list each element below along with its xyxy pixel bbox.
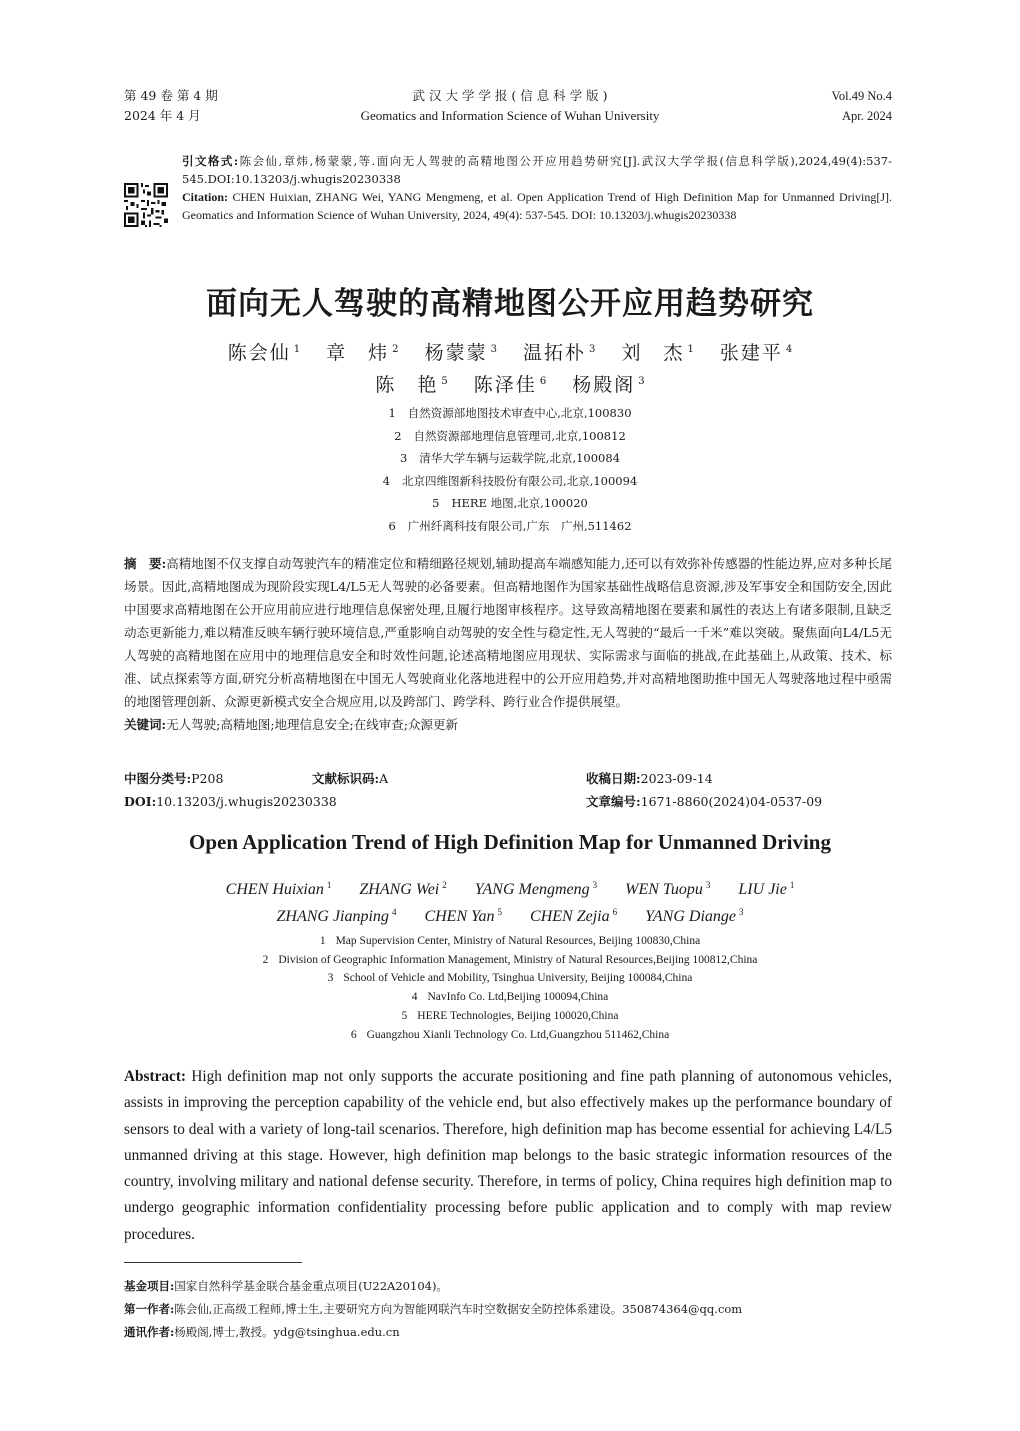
author-en-name: YANG Diange xyxy=(645,908,736,926)
affiliation-text: Map Supervision Center, Ministry of Natural Resources, Beijing 100830,China xyxy=(335,935,701,947)
affiliation-number: 1 xyxy=(319,935,326,947)
authors-cn-line1 xyxy=(0,338,1020,365)
affiliation-en xyxy=(0,969,1020,988)
author-en-sup: 1 xyxy=(326,880,332,890)
abstract-en-label: Abstract: xyxy=(124,1068,187,1085)
affiliation-cn xyxy=(0,515,1020,538)
abstract-en xyxy=(124,1064,892,1248)
affiliation-number: 4 xyxy=(411,991,418,1004)
affiliation-cn xyxy=(0,447,1020,470)
affiliation-number: 3 xyxy=(399,451,408,465)
author-en-sup: 1 xyxy=(789,880,795,890)
footnote-label: 基金项目: xyxy=(124,1279,175,1293)
affiliation-text: NavInfo Co. Ltd,Beijing 100094,China xyxy=(427,991,609,1004)
footnote-text: 杨殿阁,博士,教授。ydg@tsinghua.edu.cn xyxy=(174,1325,400,1339)
author-en xyxy=(475,881,597,898)
author-en-sup: 3 xyxy=(739,907,744,917)
affiliation-cn xyxy=(0,402,1020,425)
footnote-text: 国家自然科学基金联合基金重点项目(U22A20104)。 xyxy=(174,1279,448,1293)
author-en-sup: 6 xyxy=(612,907,618,917)
doi xyxy=(124,791,337,813)
affiliation-en xyxy=(0,951,1020,970)
affiliation-number: 6 xyxy=(350,1028,357,1041)
citation-cn xyxy=(182,152,892,188)
paper-title-en: Open Application Trend of High Definition Map for Unmanned Driving xyxy=(189,830,831,854)
abstract-en-text: High definition map not only supports the accurate positioning and fine path planning of autonomous vehicles, assists in improving the perception capability of the vehicle end, but also effectively makes up the performance boundary of sensors to deal with a variety of long-tail scenarios. Therefore, high definition map has become essential for achieving L4/L5 unmanned driving at this stage. However, high definition map belongs to the basic strategic information resources of the country, involving military and national defense security. Therefore, in terms of policy, China requires high definition map to undergo geographic information confidentiality processing before public application and to comply with map review procedures. xyxy=(124,1068,892,1243)
author-en-name: YANG Mengmeng xyxy=(474,881,590,899)
author-en-sup: 5 xyxy=(497,907,503,917)
citation-block xyxy=(182,152,892,224)
affiliation-text: 北京四维图新科技股份有限公司,北京,100094 xyxy=(402,473,638,488)
author-cn: 张建平 xyxy=(719,342,783,364)
doi-label: DOI: xyxy=(124,794,157,809)
author-en xyxy=(530,908,617,925)
author-en-name: CHEN Huixian xyxy=(225,881,324,899)
keywords-cn xyxy=(124,713,892,736)
abstract-cn-paragraph xyxy=(124,552,892,713)
author-en-name: ZHANG Wei xyxy=(359,881,440,899)
classification-value: P208 xyxy=(191,771,224,786)
affiliation-number: 2 xyxy=(262,953,269,966)
author-en xyxy=(276,908,396,925)
classification-label: 中图分类号: xyxy=(124,771,192,786)
citation-en xyxy=(182,188,892,224)
affiliation-text: HERE 地图,北京,100020 xyxy=(451,496,588,510)
article-number-value: 1671-8860(2024)04-0537-09 xyxy=(640,794,823,809)
author-cn-sup: 4 xyxy=(785,343,793,355)
affiliation-number: 1 xyxy=(388,406,396,420)
keywords-cn-text: 无人驾驶;高精地图;地理信息安全;在线审查;众源更新 xyxy=(166,717,458,732)
affiliation-text: Division of Geographic Information Management, Ministry of Natural Resources,Beijing 100812,China xyxy=(278,953,758,966)
author-cn: 温拓朴 xyxy=(523,342,587,364)
affiliation-number: 4 xyxy=(382,473,391,488)
footnote-text: 陈会仙,正高级工程师,博士生,主要研究方向为智能网联汽车时空数据安全防控体系建设。350874364@qq.com xyxy=(174,1302,743,1316)
author-en xyxy=(424,908,502,925)
footnote-funding xyxy=(124,1275,892,1298)
abstract-cn xyxy=(124,552,892,736)
author-cn: 陈会仙 xyxy=(227,342,291,364)
keywords-cn-label: 关键词: xyxy=(124,717,167,732)
header-date: 2024 年 4 月 xyxy=(124,108,201,123)
authors-en-line2 xyxy=(0,907,1020,926)
author-en xyxy=(359,881,446,898)
qr-code-icon[interactable] xyxy=(124,183,168,227)
paper-title-cn: 面向无人驾驶的高精地图公开应用趋势研究 xyxy=(206,286,814,322)
abstract-en-paragraph xyxy=(124,1064,892,1248)
doi-value[interactable]: 10.13203/j.whugis20230338 xyxy=(156,794,337,809)
author-en xyxy=(645,908,743,925)
header-month-year: Apr. 2024 xyxy=(842,109,892,123)
header-volume-number: Vol.49 No.4 xyxy=(831,89,892,103)
affiliation-text: HERE Technologies, Beijing 100020,China xyxy=(417,1009,619,1022)
author-en-sup: 3 xyxy=(592,880,598,890)
affiliation-text: 清华大学车辆与运载学院,北京,100084 xyxy=(419,451,621,465)
abstract-cn-text: 高精地图不仅支撑自动驾驶汽车的精准定位和精细路径规划,辅助提高车端感知能力,还可以有效弥补传感器的性能边界,应对多种长尾场景。因此,高精地图成为现阶段实现L4/L5无人驾驶的必备要素。但高精地图作为国家基础性战略信息资源,涉及军事安全和国防安全,因此中国要求高精地图在公开应用前应进行地理信息保密处理,且履行地图审核程序。这导致高精地图在要素和属性的表达上有诸多限制,且缺乏动态更新能力,难以精准反映车辆行驶环境信息,严重影响自动驾驶的安全性与稳定性,无人驾驶的“最后一千米”难以突破。聚焦面向L4/L5无人驾驶的高精地图在应用中的地理信息安全和时效性问题,论述高精地图应用现状、实际需求与面临的挑战,在此基础上,从政策、技术、标准、试点探索等方面,研究分析高精地图在中国无人驾驶商业化落地进程中的公开应用趋势,并对高精地图助推中国无人驾驶落地过程中亟需的地图管理创新、众源更新模式安全合规应用,以及跨部门、跨学科、跨行业合作提供展望。 xyxy=(124,556,892,709)
author-en xyxy=(625,881,710,898)
affiliation-en xyxy=(0,1007,1020,1026)
footnote-corresponding-author xyxy=(124,1321,892,1344)
author-en-sup: 3 xyxy=(705,880,711,890)
footnote-first-author xyxy=(124,1298,892,1321)
author-cn-sup: 6 xyxy=(539,375,547,387)
footnote-label: 第一作者: xyxy=(124,1302,175,1316)
author-cn-sup: 5 xyxy=(441,375,448,387)
article-number xyxy=(586,791,822,813)
affiliations-en xyxy=(0,932,1020,1044)
received-date-label: 收稿日期: xyxy=(586,771,641,786)
affiliation-en xyxy=(0,1026,1020,1045)
author-en-name: LIU Jie xyxy=(738,881,787,899)
author-cn-sup: 3 xyxy=(589,343,596,355)
authors-cn-line2 xyxy=(0,370,1020,397)
affiliations-cn xyxy=(0,402,1020,537)
author-cn: 陈 艳 xyxy=(375,374,439,396)
received-date-value: 2023-09-14 xyxy=(640,771,713,786)
header-journal-en: Geomatics and Information Science of Wuhan University xyxy=(360,108,660,123)
affiliation-text: 广州纤离科技有限公司,广东 广州,511462 xyxy=(407,518,632,533)
header-journal-cn: 武 汉 大 学 学 报 ( 信 息 科 学 版 ) xyxy=(412,88,608,103)
affiliation-cn xyxy=(0,492,1020,515)
author-cn: 杨殿阁 xyxy=(572,374,636,396)
author-en xyxy=(226,881,332,898)
affiliation-number: 6 xyxy=(388,518,396,533)
author-cn: 刘 杰 xyxy=(621,342,685,364)
citation-en-label: Citation: xyxy=(182,190,228,204)
author-en xyxy=(738,881,794,898)
affiliation-number: 2 xyxy=(394,428,402,443)
classification-number xyxy=(124,768,223,790)
footnotes xyxy=(124,1275,892,1344)
document-code xyxy=(312,768,388,790)
article-number-label: 文章编号: xyxy=(586,794,641,809)
affiliation-en xyxy=(0,988,1020,1007)
author-cn: 杨蒙蒙 xyxy=(424,342,488,364)
author-cn-sup: 1 xyxy=(293,343,301,355)
affiliation-number: 5 xyxy=(401,1009,408,1022)
affiliation-cn xyxy=(0,425,1020,448)
citation-cn-label: 引文格式: xyxy=(182,154,239,168)
author-cn-sup: 3 xyxy=(638,375,645,387)
citation-en-text: CHEN Huixian, ZHANG Wei, YANG Mengmeng, et al. Open Application Trend of High Definition Map for Unmanned Driving[J]. Geomatics and Information Science of Wuhan University, 2024, 49(4): 537-545. DOI: 10.13203/j.whugis20230338 xyxy=(182,190,892,222)
affiliation-cn xyxy=(0,470,1020,493)
affiliation-en xyxy=(0,932,1020,951)
author-en-name: CHEN Yan xyxy=(424,908,495,926)
author-cn-sup: 2 xyxy=(392,343,399,355)
author-en-name: WEN Tuopu xyxy=(625,881,703,899)
document-code-value: A xyxy=(379,771,389,786)
author-en-name: ZHANG Jianping xyxy=(276,908,389,926)
header-journal xyxy=(300,86,720,126)
citation-cn-text: 陈会仙,章炜,杨蒙蒙,等.面向无人驾驶的高精地图公开应用趋势研究[J].武汉大学学报(信息科学版),2024,49(4):537-545.DOI:10.13203/j.whugis20230338 xyxy=(182,154,892,186)
header-volume-en xyxy=(831,86,892,126)
abstract-cn-label: 摘 要: xyxy=(124,556,167,571)
author-cn: 章 炜 xyxy=(326,342,390,364)
author-en-sup: 2 xyxy=(442,880,447,890)
footnote-label: 通讯作者: xyxy=(124,1325,175,1339)
footnote-divider xyxy=(124,1262,302,1263)
header-volume: 第 49 卷 第 4 期 xyxy=(124,88,218,103)
affiliation-text: 自然资源部地理信息管理司,北京,100812 xyxy=(413,428,626,443)
author-cn-sup: 3 xyxy=(490,343,497,355)
author-cn: 陈泽佳 xyxy=(473,374,537,396)
document-code-label: 文献标识码: xyxy=(312,771,380,786)
author-en-sup: 4 xyxy=(391,907,397,917)
authors-en-line1 xyxy=(0,880,1020,899)
affiliation-text: 自然资源部地图技术审查中心,北京,100830 xyxy=(407,406,632,420)
received-date xyxy=(586,768,713,790)
author-cn-sup: 1 xyxy=(687,343,694,355)
affiliation-text: Guangzhou Xianli Technology Co. Ltd,Guangzhou 511462,China xyxy=(366,1028,670,1041)
header-volume-info xyxy=(124,86,218,126)
author-en-name: CHEN Zejia xyxy=(530,908,610,926)
affiliation-number: 5 xyxy=(432,496,440,510)
affiliation-number: 3 xyxy=(327,972,334,985)
affiliation-text: School of Vehicle and Mobility, Tsinghua University, Beijing 100084,China xyxy=(343,972,693,985)
